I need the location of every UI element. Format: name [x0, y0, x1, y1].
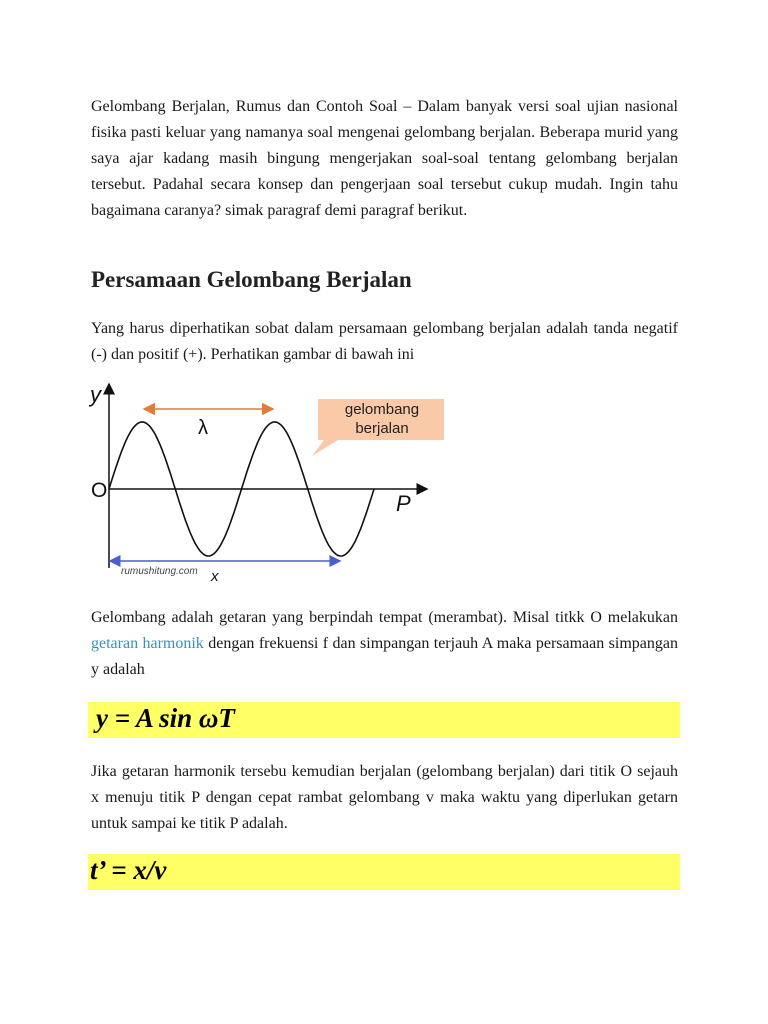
paragraph-harmonic-text-a: Gelombang adalah getaran yang berpindah tempat (merambat). Misal titkk O melakukan: [91, 609, 678, 626]
lambda-label: λ: [198, 417, 208, 439]
paragraph-harmonic: [91, 605, 678, 683]
wave-figure: [84, 374, 444, 588]
formula-sine: y = A sin ωT: [96, 703, 235, 733]
paragraph-travel-time: Jika getaran harmonik tersebu kemudian berjalan (gelombang berjalan) dari titik O sejauh x menuju titik P dengan cepat rambat gelombang v maka waktu yang diperlukan getarn untuk sampai ke titik P adalah.: [91, 763, 678, 832]
callout-line1: gelombang: [344, 401, 420, 418]
formula-time: t’ = x/v: [90, 855, 167, 885]
origin-label: O: [91, 479, 108, 502]
paragraph-figure-intro: Yang harus diperhatikan sobat dalam persamaan gelombang berjalan adalah tanda negatif (-) dan positif (+). Perhatikan gambar di bawah ini: [91, 320, 678, 363]
x-label: x: [211, 568, 219, 585]
intro-paragraph: Gelombang Berjalan, Rumus dan Contoh Soal – Dalam banyak versi soal ujian nasional fisika pasti keluar yang namanya soal mengenai gelombang berjalan. Beberapa murid yang saya ajar kadang masih bingung mengerjakan soal-soal tentang gelombang berjalan tersebut. Padahal secara konsep dan pengerjaan soal tersebut cukup mudah. Ingin tahu bagaimana caranya? simak paragraf demi paragraf berikut.: [91, 98, 678, 219]
p-label: P: [396, 491, 411, 516]
formula-box-2: [88, 854, 680, 890]
watermark: rumushitung.com: [121, 566, 198, 577]
formula-box-1: [88, 702, 680, 738]
section-heading: Persamaan Gelombang Berjalan: [91, 267, 412, 292]
getaran-harmonik-link[interactable]: getaran harmonik: [91, 635, 204, 652]
y-axis-label: y: [90, 382, 101, 407]
callout-line2: berjalan: [355, 420, 409, 437]
paragraph-harmonic-text-b: dengan frekuensi f dan simpangan terjauh A maka persamaan simpangan y adalah: [91, 635, 678, 678]
wave-diagram: [84, 374, 444, 588]
